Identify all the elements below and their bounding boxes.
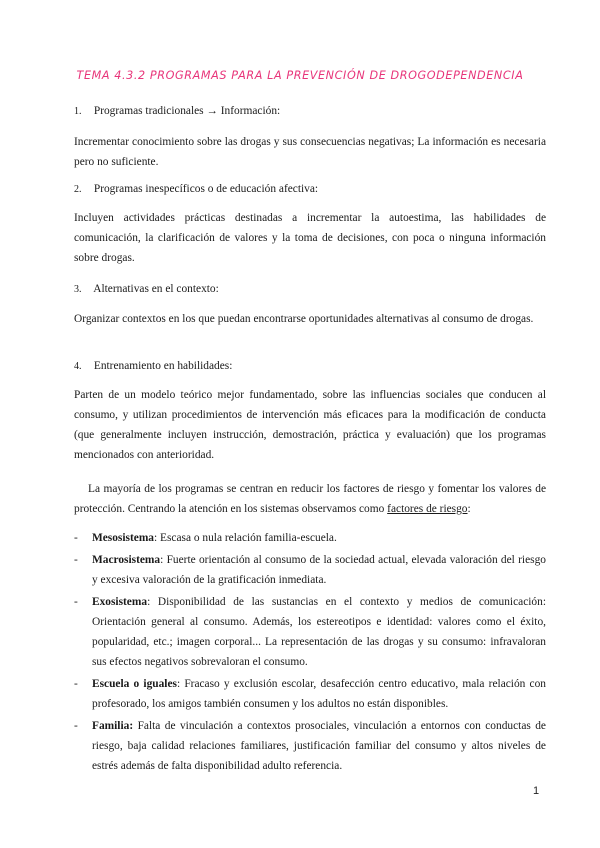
- section-heading-suffix: Información:: [220, 105, 281, 117]
- risk-factor-text: Fracaso y exclusión escolar, desafección centro educativo, mala relación con profesorado, los amigos también consumen y los adultos no están disponibles.: [92, 678, 546, 710]
- list-item: [74, 592, 546, 672]
- risk-factor-text: Falta de vinculación a contextos prosociales, vinculación a entornos con conductas de riesgo, baja calidad relaciones familiares, justificación familiar del consumo y altos niveles de estrés además de falta disponibilidad adulto referencia.: [92, 720, 546, 772]
- risk-factor-sep: :: [147, 596, 151, 608]
- section-heading-3: [74, 281, 219, 298]
- list-item: [74, 528, 546, 548]
- risk-factor-term: Familia:: [92, 720, 134, 732]
- risk-factor-sep: :: [160, 554, 164, 566]
- section-heading-4: [74, 358, 232, 375]
- list-dash: -: [74, 596, 78, 608]
- section-number: 2.: [74, 184, 82, 195]
- arrow-icon: →: [206, 105, 218, 117]
- section-body-1: Incrementar conocimiento sobre las drogas y sus consecuencias negativas; La información es necesaria pero no suficiente.: [74, 136, 546, 168]
- list-item: [74, 550, 546, 590]
- list-item: [74, 716, 546, 776]
- risk-factor-term: Mesosistema: [92, 532, 154, 544]
- section-heading-text: Programas tradicionales: [93, 105, 204, 117]
- risk-factor-text: Disponibilidad de las sustancias en el contexto y medios de comunicación: Orientación general al consumo. Además, los estereotipos e identidad: valores como el éxito, popularidad, etc.; imagen corporal... La representación de las drogas y su consumo: infravaloran sus efectos negativos sobrevaloran el consumo.: [92, 596, 546, 668]
- section-number: 3.: [74, 284, 82, 295]
- list-item: [74, 674, 546, 714]
- summary-lead: La mayoría de los programas se centran en reducir los factores de riesgo y fomentar los valores de protección. Centrando la atención en los sistemas observamos como: [74, 483, 546, 515]
- page-number: 1: [533, 785, 540, 797]
- section-body-2: Incluyen actividades prácticas destinadas a incrementar la autoestima, las habilidades de comunicación, la clarificación de valores y la toma de decisiones, con poca o ninguna información sobre drogas.: [74, 212, 546, 264]
- section-body-4: Parten de un modelo teórico mejor fundamentado, sobre las influencias sociales que conducen al consumo, y utilizan procedimientos de intervención más eficaces para la modificación de conducta (que generalmente incluyen instrucción, demostración, práctica y evaluación) que los programas mencionados con anterioridad.: [74, 389, 546, 461]
- risk-factor-text: Escasa o nula relación familia-escuela.: [160, 532, 337, 544]
- page-title: TEMA 4.3.2 PROGRAMAS PARA LA PREVENCIÓN DE DROGODEPENDENCIA: [76, 69, 524, 82]
- summary-tail: :: [467, 503, 471, 515]
- risk-factor-term: Macrosistema: [92, 554, 161, 566]
- section-heading-text: Programas inespecíficos o de educación afectiva:: [93, 183, 319, 195]
- risk-factor-list: [74, 528, 546, 778]
- section-heading-2: [74, 181, 318, 198]
- section-heading-text: Alternativas en el contexto:: [93, 283, 219, 295]
- section-body-3: Organizar contextos en los que puedan encontrarse oportunidades alternativas al consumo de drogas.: [74, 313, 534, 325]
- list-dash: -: [74, 554, 78, 566]
- list-dash: -: [74, 720, 78, 732]
- risk-factor-sep: :: [154, 532, 158, 544]
- list-dash: -: [74, 532, 78, 544]
- risk-factor-term: Exosistema: [92, 596, 148, 608]
- section-heading-text: Entrenamiento en habilidades:: [93, 360, 233, 372]
- risk-factor-term: Escuela o iguales: [92, 678, 177, 690]
- section-heading-1: [74, 103, 280, 120]
- risk-factor-sep: :: [176, 678, 181, 690]
- risk-factors-link: factores de riesgo: [387, 503, 468, 515]
- risk-factor-text: Fuerte orientación al consumo de la sociedad actual, elevada valoración del riesgo y excesiva valoración de la gratificación inmediata.: [92, 554, 546, 586]
- section-number: 4.: [74, 361, 82, 372]
- summary-paragraph: [74, 479, 546, 519]
- section-number: 1.: [74, 106, 82, 117]
- list-dash: -: [74, 678, 78, 690]
